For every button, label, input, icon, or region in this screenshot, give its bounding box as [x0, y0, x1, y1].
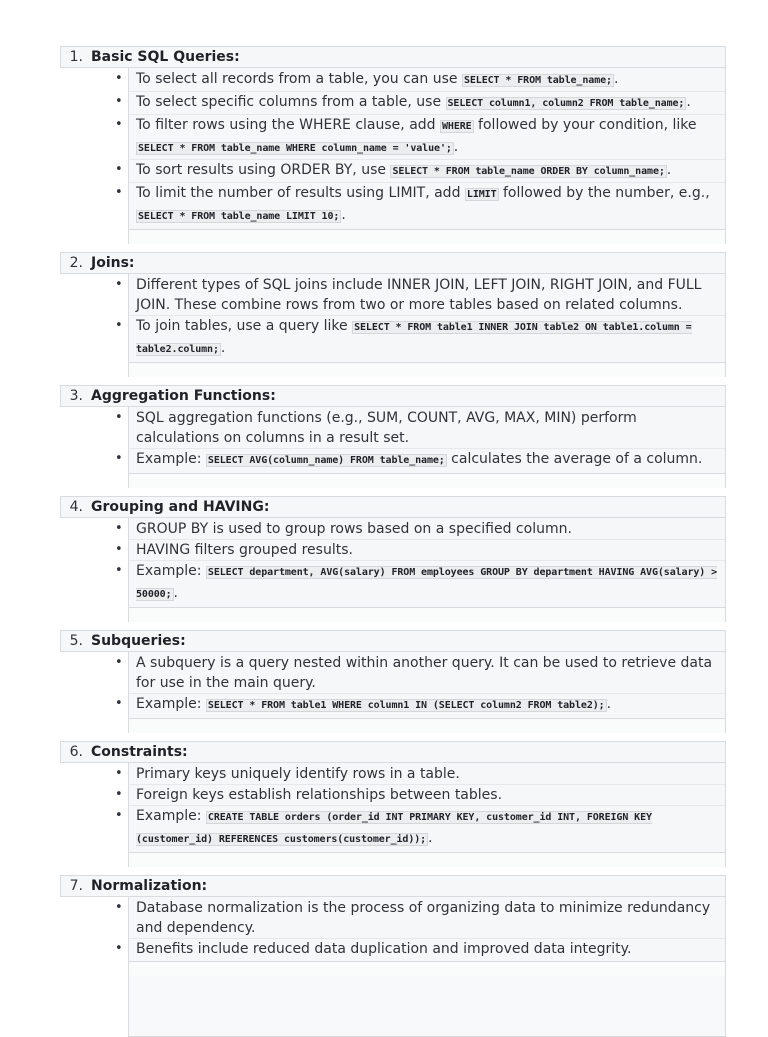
list-item [115, 561, 725, 605]
section-body [115, 897, 726, 962]
section-3 [60, 385, 726, 488]
spacer-row [128, 608, 726, 622]
list-item [115, 806, 725, 850]
text-run: To select all records from a table, you can use [136, 71, 462, 87]
section-heading [60, 630, 726, 652]
text-run: To join tables, use a query like [136, 318, 353, 334]
list-item [115, 653, 725, 694]
section-heading [60, 252, 726, 274]
bullet-icon: • [115, 808, 123, 823]
section-body [115, 274, 726, 363]
list-item [115, 764, 725, 785]
section-number: 3. [69, 388, 83, 404]
text-run: GROUP BY is used to group rows based on a specified column. [136, 521, 572, 537]
empty-trailing-block [128, 976, 726, 1037]
list-item [115, 785, 725, 806]
section-1 [60, 46, 726, 244]
bullet-icon: • [115, 941, 123, 956]
section-number: 5. [69, 633, 83, 649]
section-title: Constraints: [91, 744, 188, 760]
text-run: followed by the number, e.g., [498, 185, 710, 201]
section-title: Basic SQL Queries: [91, 49, 240, 65]
section-gap [60, 867, 726, 875]
list-item [115, 92, 725, 115]
text-run: calculates the average of a column. [446, 451, 703, 467]
text-run: SQL aggregation functions (e.g., SUM, COUNT, AVG, MAX, MIN) perform calculations on columns in a result set. [136, 410, 637, 446]
section-gap [60, 622, 726, 630]
spacer-row [128, 230, 726, 244]
bullet-icon: • [115, 900, 123, 915]
spacer-row [128, 719, 726, 733]
text-run: . [666, 162, 672, 178]
bullet-icon: • [115, 277, 123, 292]
section-number: 4. [69, 499, 83, 515]
text-run: followed by your condition, like [473, 117, 697, 133]
section-5 [60, 630, 726, 733]
text-run: . [686, 94, 691, 110]
list-item [115, 898, 725, 939]
section-body [115, 407, 726, 474]
text-run: . [341, 207, 346, 223]
section-heading [60, 741, 726, 763]
inline-code: SELECT column1, column2 FROM table_name; [447, 98, 685, 109]
bullet-list [115, 69, 725, 227]
section-title: Normalization: [91, 878, 208, 894]
spacer-row [128, 962, 726, 976]
section-title: Grouping and HAVING: [91, 499, 270, 515]
bullet-icon: • [115, 185, 123, 200]
section-gap [60, 244, 726, 252]
bullet-list [115, 898, 725, 959]
text-run: Database normalization is the process of organizing data to minimize redundancy and dependency. [136, 900, 711, 936]
section-number: 7. [69, 878, 83, 894]
list-item [115, 316, 725, 360]
text-run: Different types of SQL joins include INNER JOIN, LEFT JOIN, RIGHT JOIN, and FULL JOIN. These combine rows from two or more tables based on related columns. [136, 277, 702, 313]
inline-code: SELECT * FROM table_name WHERE column_name = 'value'; [138, 143, 452, 154]
section-7 [60, 875, 726, 976]
document [60, 46, 726, 1037]
text-run: . [613, 71, 619, 87]
bullet-icon: • [115, 162, 123, 177]
inline-code: SELECT * FROM table_name ORDER BY column_name; [392, 166, 665, 177]
text-run: . [173, 585, 178, 601]
bullet-icon: • [115, 696, 123, 711]
inline-code: SELECT * FROM table_name; [463, 75, 612, 86]
list-item [115, 694, 725, 716]
text-run: . [606, 696, 612, 712]
section-body [115, 652, 726, 719]
list-item [115, 939, 725, 959]
section-number: 1. [69, 49, 83, 65]
bullet-icon: • [115, 94, 123, 109]
list-item [115, 408, 725, 449]
inline-code: SELECT department, AVG(salary) FROM employees GROUP BY department HAVING AVG(salary) > 50000; [136, 567, 718, 600]
text-run: . [220, 340, 226, 356]
section-heading [60, 496, 726, 518]
list-item [115, 69, 725, 92]
text-run: Primary keys uniquely identify rows in a table. [136, 766, 460, 782]
bullet-icon: • [115, 117, 123, 132]
section-body [115, 763, 726, 853]
inline-code: LIMIT [466, 189, 497, 200]
bullet-icon: • [115, 451, 123, 466]
bullet-icon: • [115, 71, 123, 86]
list-item [115, 449, 725, 471]
text-run: . [453, 139, 459, 155]
inline-code: CREATE TABLE orders (order_id INT PRIMARY KEY, customer_id INT, FOREIGN KEY (customer_id) REFERENCES customers(customer_id)); [136, 812, 652, 845]
spacer-row [128, 474, 726, 488]
section-gap [60, 377, 726, 385]
text-run: Foreign keys establish relationships between tables. [136, 787, 503, 803]
text-run: To select specific columns from a table, use [136, 94, 446, 110]
text-run: . [428, 830, 433, 846]
bullet-icon: • [115, 521, 123, 536]
text-run: HAVING filters grouped results. [136, 542, 353, 558]
bullet-list [115, 408, 725, 471]
bullet-list [115, 275, 725, 360]
inline-code: SELECT * FROM table1 WHERE column1 IN (SELECT column2 FROM table2); [207, 700, 605, 711]
text-run: A subquery is a query nested within another query. It can be used to retrieve data for use in the main query. [136, 655, 713, 691]
bullet-list [115, 519, 725, 605]
text-run: Example: [136, 808, 206, 824]
section-title: Joins: [91, 255, 135, 271]
bullet-icon: • [115, 655, 123, 670]
list-item [115, 540, 725, 561]
section-gap [60, 488, 726, 496]
bullet-list [115, 764, 725, 850]
text-run: To filter rows using the WHERE clause, add [136, 117, 440, 133]
text-run: Benefits include reduced data duplication and improved data integrity. [136, 941, 632, 957]
inline-code: SELECT * FROM table1 INNER JOIN table2 ON table1.column = table2.column; [136, 322, 692, 355]
section-gap [60, 733, 726, 741]
bullet-icon: • [115, 787, 123, 802]
text-run: Example: [136, 451, 206, 467]
section-number: 2. [69, 255, 83, 271]
section-title: Aggregation Functions: [91, 388, 276, 404]
spacer-row [128, 853, 726, 867]
list-item [115, 115, 725, 160]
list-item [115, 519, 725, 540]
text-run: Example: [136, 563, 206, 579]
text-run: Example: [136, 696, 206, 712]
bullet-list [115, 653, 725, 716]
section-body [115, 68, 726, 230]
inline-code: SELECT AVG(column_name) FROM table_name; [207, 455, 445, 466]
section-2 [60, 252, 726, 377]
list-item [115, 275, 725, 316]
list-item [115, 183, 725, 227]
text-run: To sort results using ORDER BY, use [136, 162, 391, 178]
section-body [115, 518, 726, 608]
list-item [115, 160, 725, 183]
section-heading [60, 46, 726, 68]
spacer-row [128, 363, 726, 377]
bullet-icon: • [115, 410, 123, 425]
bullet-icon: • [115, 542, 123, 557]
section-number: 6. [69, 744, 83, 760]
section-heading [60, 875, 726, 897]
bullet-icon: • [115, 766, 123, 781]
bullet-icon: • [115, 563, 123, 578]
inline-code: WHERE [442, 121, 472, 132]
bullet-icon: • [115, 318, 123, 333]
inline-code: SELECT * FROM table_name LIMIT 10; [138, 211, 340, 222]
text-run: To limit the number of results using LIMIT, add [136, 185, 465, 201]
section-4 [60, 496, 726, 622]
section-heading [60, 385, 726, 407]
section-6 [60, 741, 726, 867]
section-title: Subqueries: [91, 633, 186, 649]
